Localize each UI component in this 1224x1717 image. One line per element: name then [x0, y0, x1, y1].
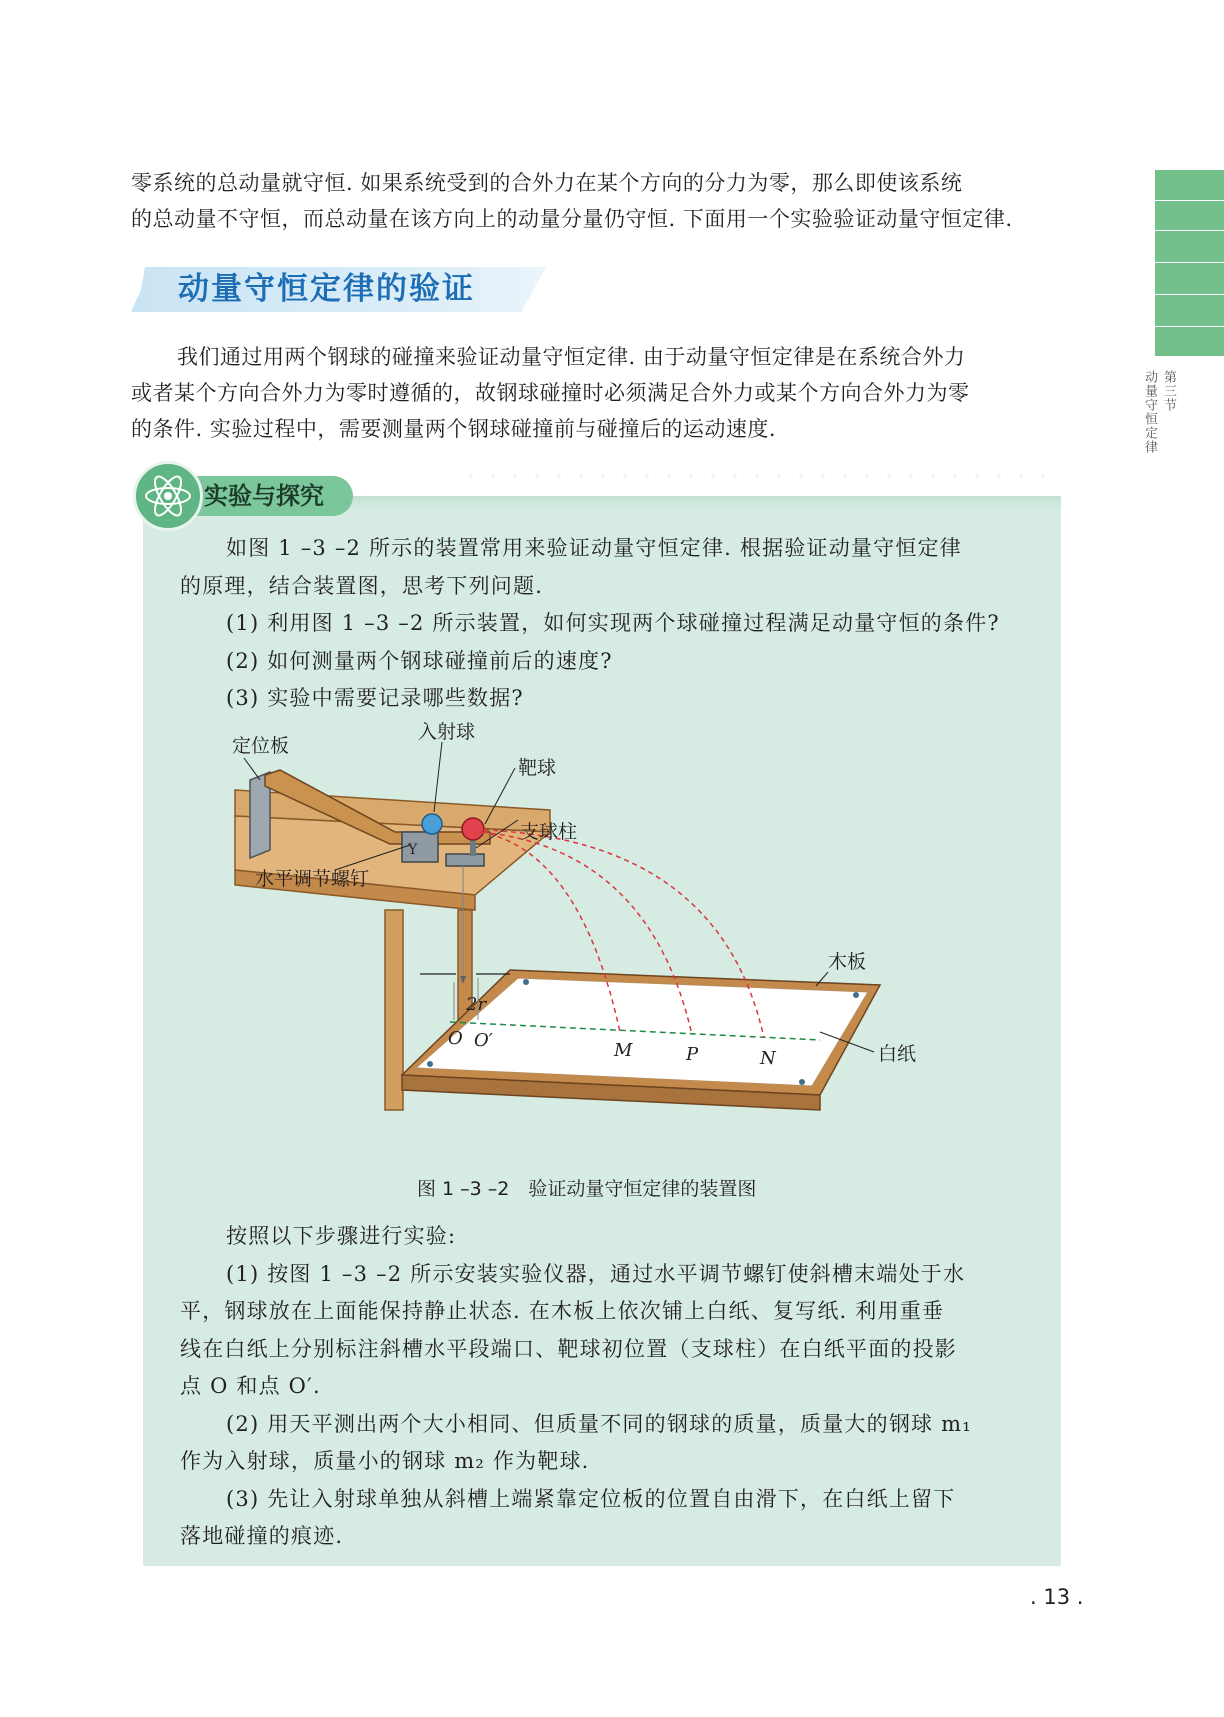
board-pin — [523, 979, 529, 985]
label-o: O — [448, 1028, 463, 1049]
step3-line-1: (3) 先让入射球单独从斜槽上端紧靠定位板的位置自由滑下，在白纸上留下 — [226, 1486, 956, 1511]
question-1: (1) 利用图 1 –3 –2 所示装置，如何实现两个球碰撞过程满足动量守恒的条件? — [226, 611, 1000, 635]
support-post-base — [446, 854, 484, 866]
board-pin — [799, 1079, 805, 1085]
chapter-side-tab — [1155, 170, 1224, 356]
label-n: N — [760, 1048, 776, 1069]
label-leveling-screw: 水平调节螺钉 — [255, 868, 370, 890]
atom-icon-svg — [136, 464, 200, 528]
experiment-label: 实验与探究 — [204, 482, 324, 510]
side-section-label — [1142, 370, 1178, 454]
label-m: M — [614, 1040, 633, 1061]
board-pin — [853, 992, 859, 998]
side-section-title: 动量守恒定律 — [1142, 370, 1157, 454]
experiment-intro — [180, 530, 1040, 718]
body-line-3: 的条件. 实验过程中，需要测量两个钢球碰撞前与碰撞后的运动速度. — [131, 417, 777, 441]
side-section-number: 第三节 — [1161, 370, 1176, 412]
section-heading: 动量守恒定律的验证 — [178, 271, 475, 307]
step2-line-2: 作为入射球，质量小的钢球 m₂ 作为靶球. — [180, 1449, 590, 1473]
label-support-post: 支球柱 — [520, 821, 578, 843]
leader-positioning-plate — [244, 758, 260, 780]
experiment-steps — [180, 1218, 1040, 1556]
step3-line-2: 落地碰撞的痕迹. — [180, 1524, 344, 1548]
decorative-dots — [460, 466, 1060, 486]
board-pin — [427, 1061, 433, 1067]
steps-intro: 按照以下步骤进行实验: — [226, 1224, 457, 1248]
question-2: (2) 如何测量两个钢球碰撞前后的速度? — [226, 648, 613, 673]
body-line-1: 我们通过用两个钢球的碰撞来验证动量守恒定律. 由于动量守恒定律是在系统合外力 — [177, 345, 966, 369]
incident-ball — [422, 814, 442, 834]
step1-line-2: 平，钢球放在上面能保持静止状态. 在木板上依次铺上白纸、复写纸. 利用重垂 — [180, 1299, 945, 1323]
intro-line-1: 零系统的总动量就守恒. 如果系统受到的合外力在某个方向的分力为零，那么即使该系统 — [131, 171, 963, 195]
screw-glyph: Y — [408, 842, 418, 858]
step2-line-1: (2) 用天平测出两个大小相同、但质量不同的钢球的质量，质量大的钢球 m₁ — [226, 1411, 972, 1436]
page-number: . 13 . — [1030, 1585, 1084, 1609]
leader-incident-ball — [434, 742, 442, 812]
step1-line-3: 线在白纸上分别标注斜槽水平段端口、靶球初位置（支球柱）在白纸平面的投影 — [180, 1336, 957, 1361]
label-white-paper: 白纸 — [878, 1043, 917, 1065]
step1-line-1: (1) 按图 1 –3 –2 所示安装实验仪器，通过水平调节螺钉使斜槽末端处于水 — [226, 1261, 966, 1286]
label-p: P — [686, 1044, 699, 1065]
apparatus-figure — [180, 720, 980, 1160]
body-line-2: 或者某个方向合外力为零时遵循的，故钢球碰撞时必须满足合外力或某个方向合外力为零 — [131, 381, 970, 405]
target-ball — [462, 818, 484, 840]
label-o-prime: O′ — [474, 1030, 493, 1051]
label-two-r: 2r — [466, 994, 487, 1015]
intro-line-2: 的总动量不守恒，而总动量在该方向上的动量分量仍守恒. 下面用一个实验验证动量守恒定律. — [131, 207, 1013, 231]
question-3: (3) 实验中需要记录哪些数据? — [226, 686, 524, 710]
label-target-ball: 靶球 — [518, 757, 557, 779]
step1-line-4: 点 O 和点 O′. — [180, 1374, 321, 1398]
label-incident-ball: 入射球 — [418, 721, 476, 743]
label-wood-board: 木板 — [828, 951, 867, 973]
table-leg-front — [385, 910, 403, 1110]
experiment-intro-line-2: 的原理，结合装置图，思考下列问题. — [180, 573, 544, 598]
figure-caption: 图 1 –3 –2 验证动量守恒定律的装置图 — [417, 1178, 757, 1200]
body-paragraph — [131, 339, 1071, 447]
intro-paragraph — [131, 165, 1071, 237]
atom-icon — [133, 461, 203, 531]
experiment-intro-line-1: 如图 1 –3 –2 所示的装置常用来验证动量守恒定律. 根据验证动量守恒定律 — [226, 536, 962, 560]
label-positioning-plate: 定位板 — [232, 735, 290, 757]
